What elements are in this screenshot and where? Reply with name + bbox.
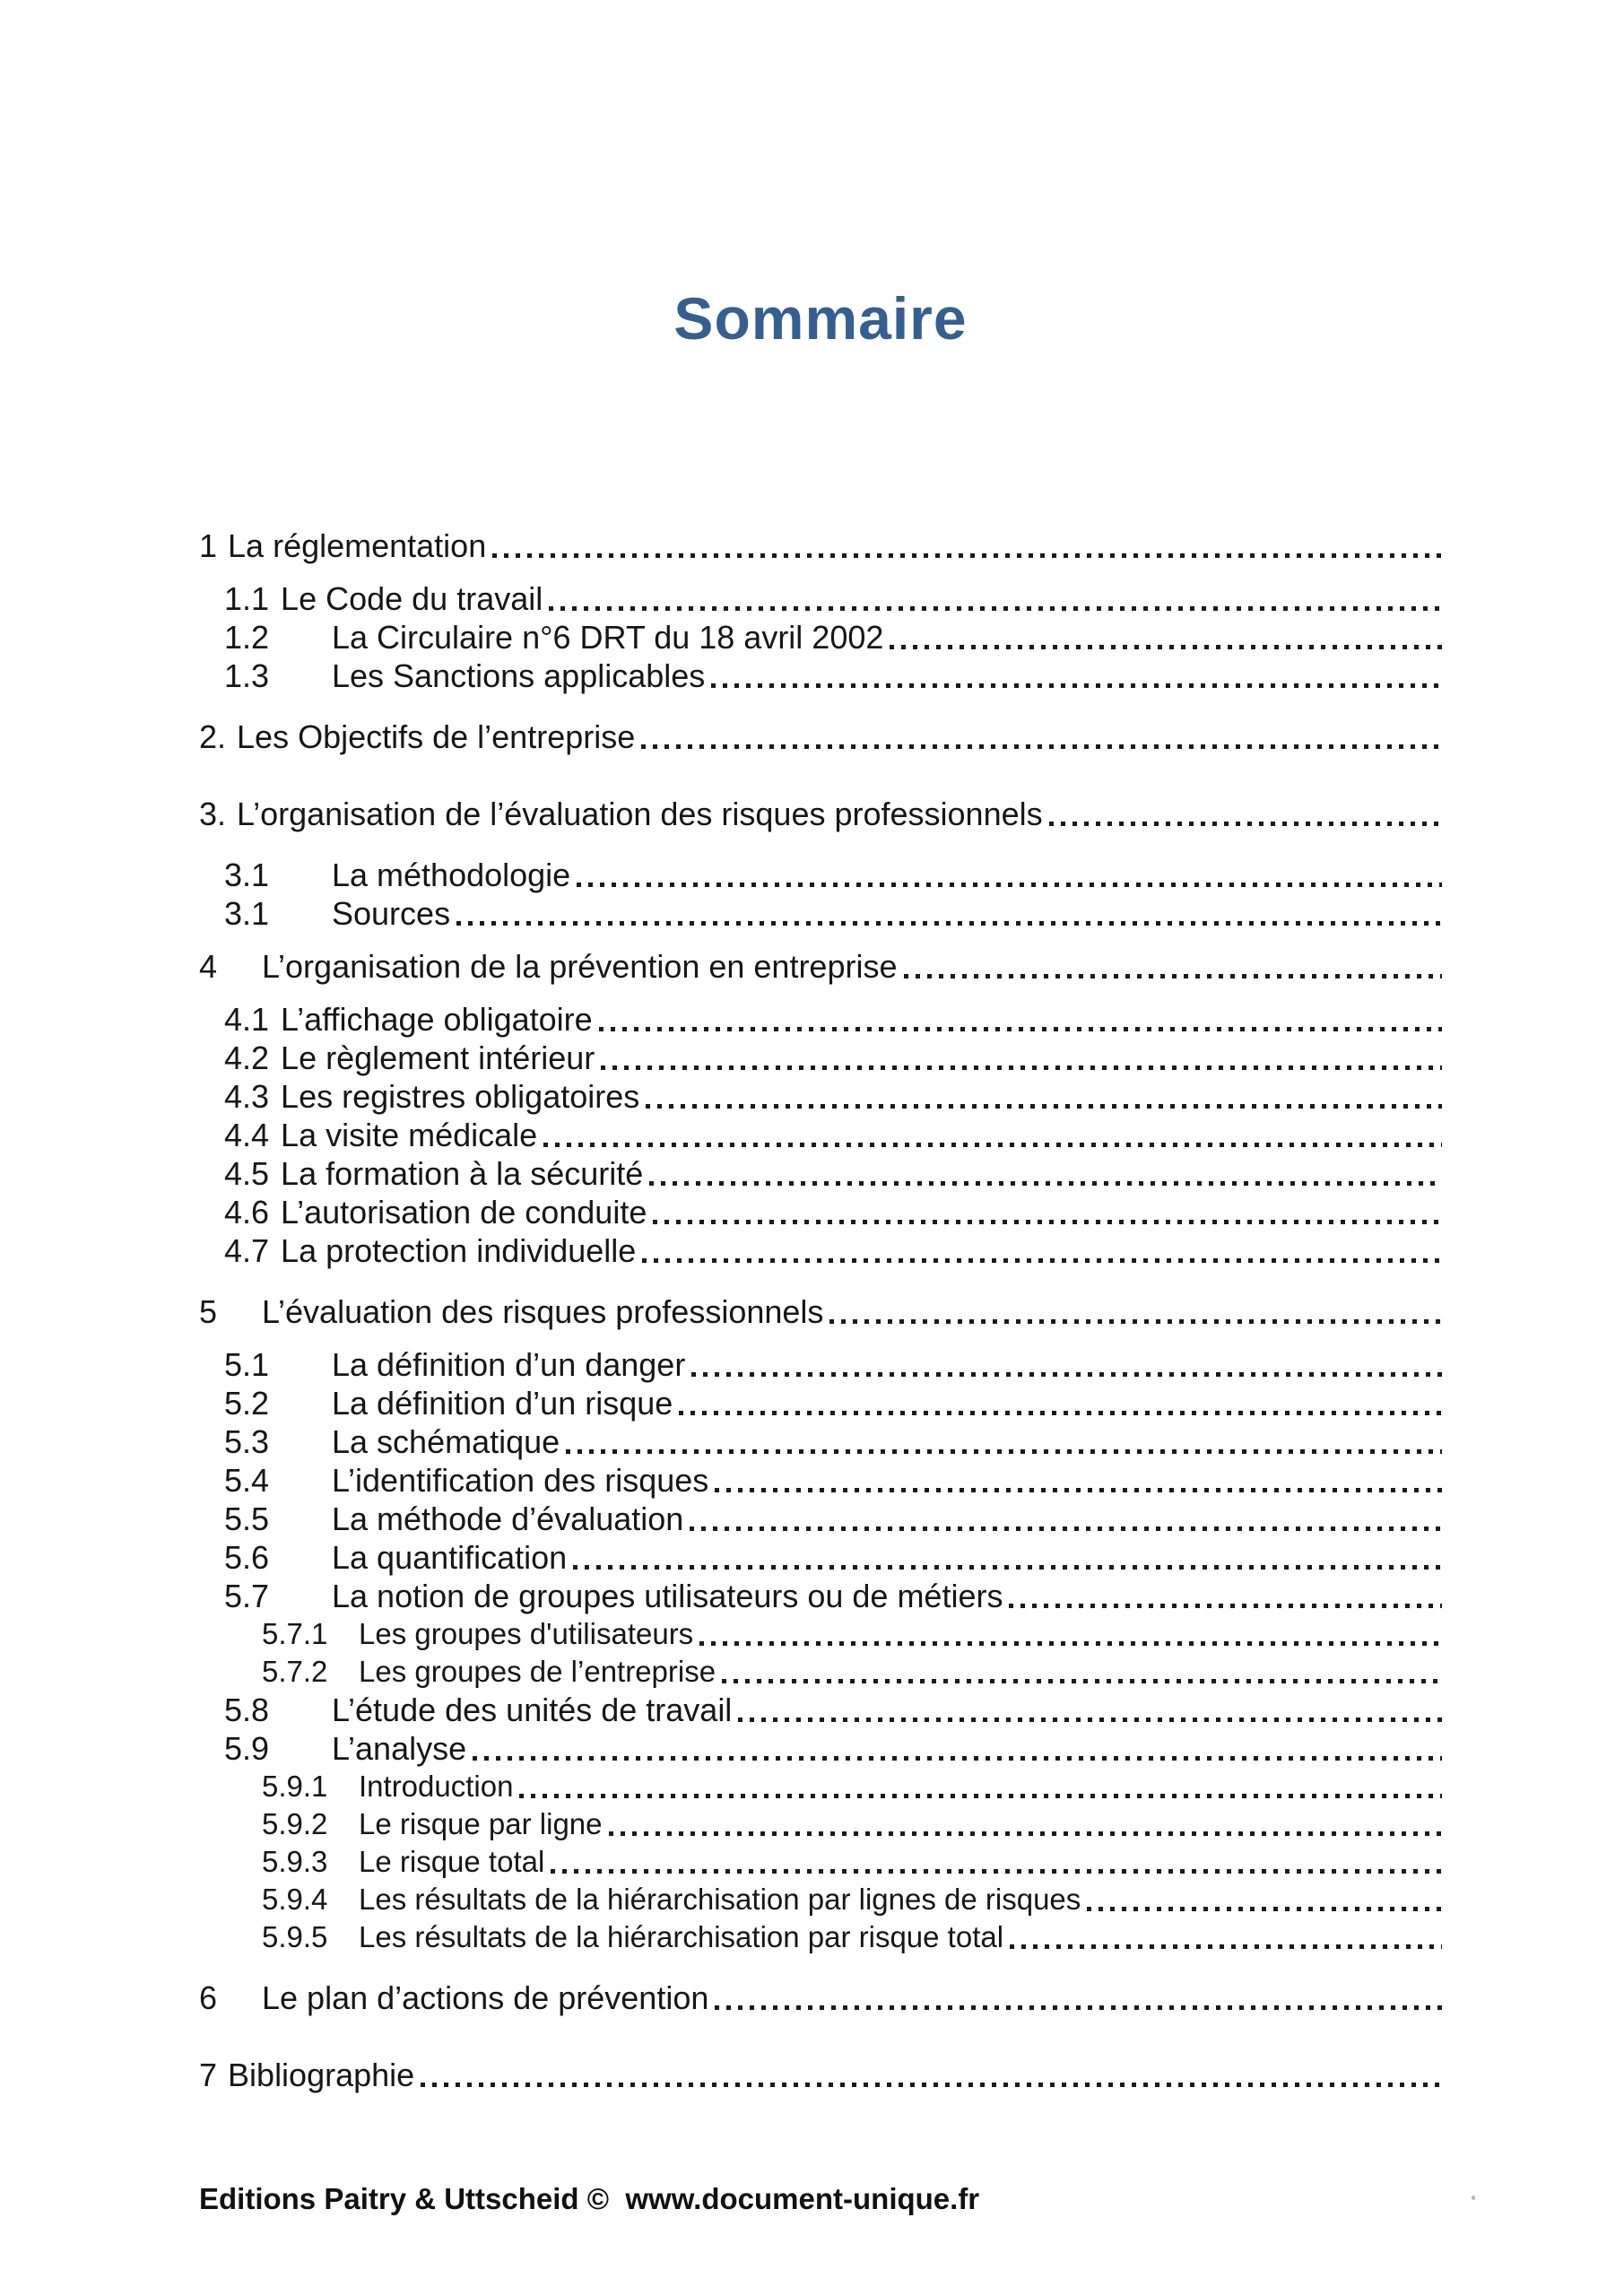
toc-entry-label: La réglementation [228,527,487,564]
toc-entry-number: 5.4 [224,1462,270,1499]
toc-entry-label: La visite médicale [281,1117,538,1153]
toc-entry-label: Introduction [359,1770,514,1803]
toc-entry [199,1154,1442,1193]
toc-entry-label: Les résultats de la hiérarchisation par risque total [359,1920,1004,1953]
dot-leader [642,1258,1442,1263]
dot-leader [679,1411,1442,1415]
toc-entry-number: 4.2 [224,1039,270,1076]
toc-entry [199,1193,1442,1231]
dot-leader [551,1869,1442,1874]
dot-leader [1009,1604,1442,1608]
toc-entry-number: 5.9 [224,1730,270,1767]
toc-entry [199,1615,1442,1653]
toc-entry-number: 4.7 [224,1232,270,1269]
toc-entry-number: 5.5 [224,1500,270,1537]
toc-entry [199,1577,1442,1615]
toc-entry [199,526,1442,565]
toc-entry-label: L’analyse [332,1730,467,1767]
toc-entry-label: Sources [332,895,451,932]
toc-entry [199,1345,1442,1384]
toc-entry-number: 4.5 [224,1155,270,1192]
toc-entry-number: 4.3 [224,1078,270,1115]
toc-entry [199,1881,1442,1918]
toc-entry [199,657,1442,695]
toc-entry-label: Le risque total [359,1845,545,1878]
toc-entry-label: Les groupes de l’entreprise [359,1655,716,1688]
toc-entry-label: L’étude des unités de travail [332,1692,733,1728]
toc-entry-number: 6 [199,1979,218,2016]
toc-entry [199,1077,1442,1116]
toc-entry-number: 1.3 [224,657,270,694]
toc-entry [199,1653,1442,1691]
dot-leader [1049,822,1442,826]
dot-leader [577,883,1442,887]
toc-entry-number: 5.6 [224,1539,270,1576]
toc-entry-label: La définition d’un risque [332,1385,673,1422]
toc-entry [199,1538,1442,1577]
toc-entry [199,1979,1442,2017]
toc-entry [199,1461,1442,1500]
toc-entry-label: Les Sanctions applicables [332,657,706,694]
toc-entry-number: 4.1 [224,1001,270,1038]
dot-leader [573,1565,1442,1570]
dot-leader [715,1488,1442,1492]
toc-entry-number: 5.9.2 [262,1807,328,1840]
toc-entry [199,1231,1442,1270]
toc-entry-label: L’organisation de l’évaluation des risques professionnels [237,796,1043,832]
toc-entry [199,1805,1442,1843]
dot-leader [711,683,1442,688]
toc-entry-label: L’autorisation de conduite [281,1194,647,1231]
toc-entry-label: La quantification [332,1539,568,1576]
toc-entry [199,718,1442,756]
toc-entry [199,579,1442,618]
dot-leader [649,1181,1442,1186]
toc-entry-number: 5.9.4 [262,1883,328,1916]
toc-entry-label: La schématique [332,1423,560,1460]
dot-leader [492,553,1442,558]
dot-leader [738,1718,1442,1722]
dot-leader [646,1104,1442,1109]
page-title: Sommaire [673,285,968,352]
toc-entry-label: L’identification des risques [332,1462,709,1499]
toc-entry-label: L’affichage obligatoire [281,1001,593,1038]
toc-entry-number: 5 [199,1293,218,1330]
toc-entry-number: 5.7.2 [262,1655,328,1688]
dot-leader [549,606,1442,611]
dot-leader [715,2005,1442,2010]
toc-entry-label: Le règlement intérieur [281,1039,595,1076]
toc-entry [199,1691,1442,1729]
toc-entry [199,1768,1442,1805]
dot-leader [722,1679,1442,1683]
toc-entry-label: Le Code du travail [281,580,543,617]
footer-text: Editions Paitry & Uttscheid © www.document-unique.fr [199,2182,980,2215]
dot-leader [609,1831,1442,1836]
toc-entry-number: 5.7 [224,1578,270,1614]
toc-entry [199,1422,1442,1461]
toc-entry [199,1500,1442,1538]
toc-entry-label: La définition d’un danger [332,1346,686,1383]
toc-entry-number: 1.2 [224,619,270,656]
toc-entry-label: L’évaluation des risques professionnels [262,1293,824,1330]
toc-entry-number: 4 [199,948,218,985]
toc-entry-number: 7 [199,2057,218,2093]
toc-entry-label: Les résultats de la hiérarchisation par lignes de risques [359,1883,1081,1916]
toc-entry-label: Les groupes d'utilisateurs [359,1617,694,1650]
toc-entry-number: 1.1 [224,580,270,617]
dot-leader [890,645,1442,649]
toc-entry-number: 4.4 [224,1117,270,1153]
dot-leader [829,1319,1442,1324]
toc-entry [199,1918,1442,1956]
dot-leader [601,1065,1442,1070]
toc-entry-label: Bibliographie [228,2057,415,2093]
toc-entry-number: 5.9.3 [262,1845,328,1878]
toc-entry-number: 3. [199,796,227,832]
scan-speck [1472,2196,1475,2200]
toc-entry-label: La méthodologie [332,857,571,893]
toc-entry-number: 3.1 [224,857,270,893]
dot-leader [519,1794,1442,1798]
toc-entry-label: La formation à la sécurité [281,1155,644,1192]
toc-entry-label: Le plan d’actions de prévention [262,1979,709,2016]
dot-leader [421,2083,1442,2087]
dot-leader [699,1641,1442,1646]
toc-entry [199,795,1442,833]
toc-entry [199,1292,1442,1331]
toc-entry [199,1384,1442,1422]
dot-leader [691,1372,1442,1377]
toc-entry [199,618,1442,657]
toc-entry-label: La protection individuelle [281,1232,637,1269]
dot-leader [1010,1944,1442,1949]
toc-entry-number: 4.6 [224,1194,270,1231]
toc-entry [199,1116,1442,1154]
toc-entry-label: La Circulaire n°6 DRT du 18 avril 2002 [332,619,884,656]
toc-entry-label: L’organisation de la prévention en entreprise [262,948,898,985]
toc-entry [199,856,1442,894]
dot-leader [566,1449,1442,1454]
toc-entry-label: Le risque par ligne [359,1807,603,1840]
toc-entry [199,2056,1442,2094]
toc-entry-number: 5.1 [224,1346,270,1383]
toc-list [199,526,1442,2094]
toc-entry [199,1000,1442,1039]
dot-leader [473,1756,1442,1761]
dot-leader [1087,1907,1442,1911]
dot-leader [456,921,1442,926]
toc-entry-label: La notion de groupes utilisateurs ou de métiers [332,1578,1003,1614]
toc-entry [199,947,1442,986]
toc-entry-number: 1 [199,527,218,564]
toc-entry [199,1729,1442,1768]
toc-entry-number: 5.8 [224,1692,270,1728]
dot-leader [543,1143,1442,1147]
toc-entry-number: 5.9.5 [262,1920,328,1953]
toc-entry-number: 2. [199,718,227,755]
toc-entry-label: La méthode d’évaluation [332,1500,684,1537]
toc-entry [199,894,1442,933]
toc-entry-label: Les registres obligatoires [281,1078,640,1115]
toc-entry-number: 5.3 [224,1423,270,1460]
toc-entry [199,1843,1442,1881]
toc-entry-number: 5.9.1 [262,1770,328,1803]
dot-leader [690,1526,1442,1531]
toc-entry-number: 3.1 [224,895,270,932]
dot-leader [641,744,1442,749]
dot-leader [653,1220,1442,1224]
toc-entry-number: 5.2 [224,1385,270,1422]
toc-entry-number: 5.7.1 [262,1617,328,1650]
toc-entry-label: Les Objectifs de l’entreprise [237,718,636,755]
dot-leader [904,974,1443,978]
dot-leader [599,1027,1442,1031]
toc-entry [199,1039,1442,1077]
